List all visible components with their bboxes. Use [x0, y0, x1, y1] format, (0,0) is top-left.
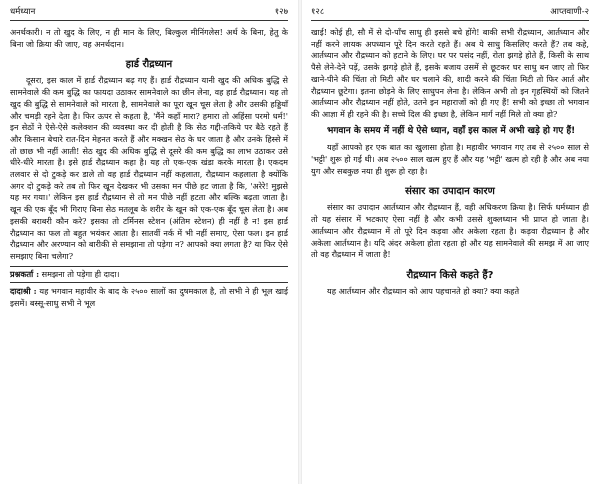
section-heading-hard-raudradhyan: हार्ड रौद्रध्यान [125, 59, 173, 71]
left-header-title: धर्मध्यान [10, 7, 36, 17]
paragraph-3: यहाँ आपको हर एक बात का खुलासा होता है। महावीर भगवान गए तब से २५०० साल से 'भट्टी' शुरू हो गई थी। अब २५०० साल खत्म हुए हैं और यह 'भट्टी' खत्म हो रही है और अब नया युग और सबकुछ नया ही शुरू हो रहा है। [311, 142, 589, 176]
left-page [0, 0, 296, 484]
intro-paragraph: अनर्थकारी। न तो खुद के लिए, न ही मान के लिए, बिल्कुल मीनिंगलेस! अर्थ के बिना, हेतु के बिना जो क्रिया की जाए, वह अनर्थदान। [10, 27, 288, 49]
right-page-number: १२८ [311, 7, 325, 17]
highlight-paragraph: भगवान के समय में नहीं थे ऐसे ध्यान, वहाँ इस काल में अभी खड़े हो गए हैं! [327, 125, 576, 136]
dadashri-label: दादाश्री : [10, 286, 37, 297]
dadashri-text: यह भगवान महावीर के बाद के २५०० सालों का दुषमकाल है, तो सभी ने ही भूल खाई इसमें। बस्सू-साधु सभी ने भूल [10, 286, 289, 309]
book-gutter [298, 0, 302, 484]
paragraph-1: खाई! कोई ही, सौ में से दो-पाँच साधु ही इससे बचे होंगे! बाकी सभी रौद्रध्यान, आर्तध्यान और नहीं करने लायक अपध्यान पूरे दिन करते रहते हैं। अब ये साधु किसलिए करते हैं? तब कहे, आर्तध्यान और रौद्रध्यान को हटाने के लिए। घर पर पसंद नहीं, रोता झगड़े होते हैं, किसी के साथ पैसे लेने-देने पड़ें, उसके झगड़े होते हैं, इसके बजाय उसमें से छूटकर घर साधु बन जाए तो फिर खाने-पीने की चिंता तो मिटी और घर चलाने की, शादी करने की चिंता मिटी तो फिर आर्त और रौद्रध्यान छूटेगा। इतना छोड़ने के लिए साधुपन लेना है। लेकिन अभी तो इन गृहस्थियों को जितने आर्तध्यान और रौद्रध्यान नहीं होते, उतने इन महाराजों को ही गए हैं! सभी को इच्छा तो भगवान की आज्ञा में ही रहने की है। सच्चे दिल की इच्छा है, लेकिन मार्ग नहीं मिले तो क्या हो? [311, 27, 589, 119]
paragraph-4: संसार का उपादान आर्तध्यान और रौद्रध्यान हैं, वही अधिकरण क्रिया है। सिर्फ धर्मध्यान ही तो यह संसार में भटकाए ऐसा नहीं है और कभी उससे शुक्लध्यान भी प्राप्त हो जाता है। आर्तध्यान और रौद्रध्यान में तो पूरे दिन कड़वा और अकेला रहता है। कड़वा रौद्रध्यान है और अकेला आर्तध्यान है। यदि अंदर अकेला होता रहता हो और यह सामनेवाले की समझ में आ जाए तो वह रौद्रध्यान में जाता है! [311, 202, 589, 260]
right-page [303, 0, 599, 484]
dadashri-paragraph [10, 286, 288, 309]
questioner-label: प्रश्नकर्ता : [10, 268, 40, 279]
questioner-row [10, 266, 288, 284]
section-heading-raudradhyan: रौद्रध्यान किसे कहते हैं? [406, 269, 494, 281]
paragraph-5: यह आर्तध्यान और रौद्रध्यान को आप पहचानते हो क्या? क्या कहते [327, 285, 520, 296]
questioner-text: समझना तो पड़ेगा ही दादा। [41, 268, 120, 279]
left-page-header [10, 6, 288, 21]
main-paragraph: दूसरा, इस काल में हार्ड रौद्रध्यान बढ़ गए हैं। हार्ड रौद्रध्यान यानी खुद की अधिक बुद्धि से सामनेवाले की कम बुद्धि का फायदा उठाकर सामनेवाले का छीन लेना, वह हार्ड रौद्रध्यान। यह तो खुद की बुद्धि से सामनेवाले को मारता है, सामनेवाले का पूरा खून चूस लेता है और उसकी हड्डियाँ और चमड़ी रहने देता है। फिर ऊपर से कहता है, 'मैंने कहाँ मारा? हमारा तो अहिंसा परमो धर्म!' इन सेठों ने ऐसे-ऐसे कलेक्शन की व्यवस्था कर दी होती है कि सेठ गद्दी-तकिये पर बैठे रहते हैं और किसान बेचारे रात-दिन मेहनत करते हैं और मक्खन सेठ के घर जाता है और उनके हिस्से में तो छाछ भी नहीं आती! सेठ खुद की अधिक बुद्धि से दूसरे की कम बुद्धि का लाभ उठाकर उसे धीरे-धीरे मारता है। इसे हार्ड रौद्रध्यान कहा है। यह तो एक-एक खंडा करके मारता है। एकदम तलवार से दो टुकड़े कर डाले तो वह हार्ड रौद्रध्यान नहीं कहलाता, रौद्रध्यान कहलाता है क्योंकि अगर दो टुकड़े करे तब तो फिर खून देखकर भी उसका मन पीछे हट जाता है कि, 'अरेरे! मुझसे यह मर गया।' लेकिन इस हार्ड रौद्रध्यान से तो मन पीछे नहीं हटता और बल्कि बढ़ता जाता है। खून की एक बूँद भी गिराए बिना सेठ मतलूब के शरीर के खून को एक-एक बूँद चूस लेता है। अब इसकी बराबरी कौन करे? इसका तो टर्मिनस स्टेशन (अंतिम स्टेशन) ही नहीं है न! इस हार्ड रौद्रध्यान का फल तो बहुत भयंकर आता है। सातवीं नर्क में भी नहीं समाए, ऐसा फल। इन हार्ड रौद्रध्यान और अरण्यान को बारीकी से समझाना तो पड़ेगा न? आपको क्या लगता है? या फिर ऐसे समझाए बिना चलेगा? [10, 75, 288, 261]
right-header-title: आप्तवाणी-२ [550, 7, 589, 17]
right-page-header [311, 6, 589, 21]
left-page-number: १२७ [274, 7, 288, 17]
section-heading-upadan: संसार का उपादान कारण [405, 186, 495, 198]
